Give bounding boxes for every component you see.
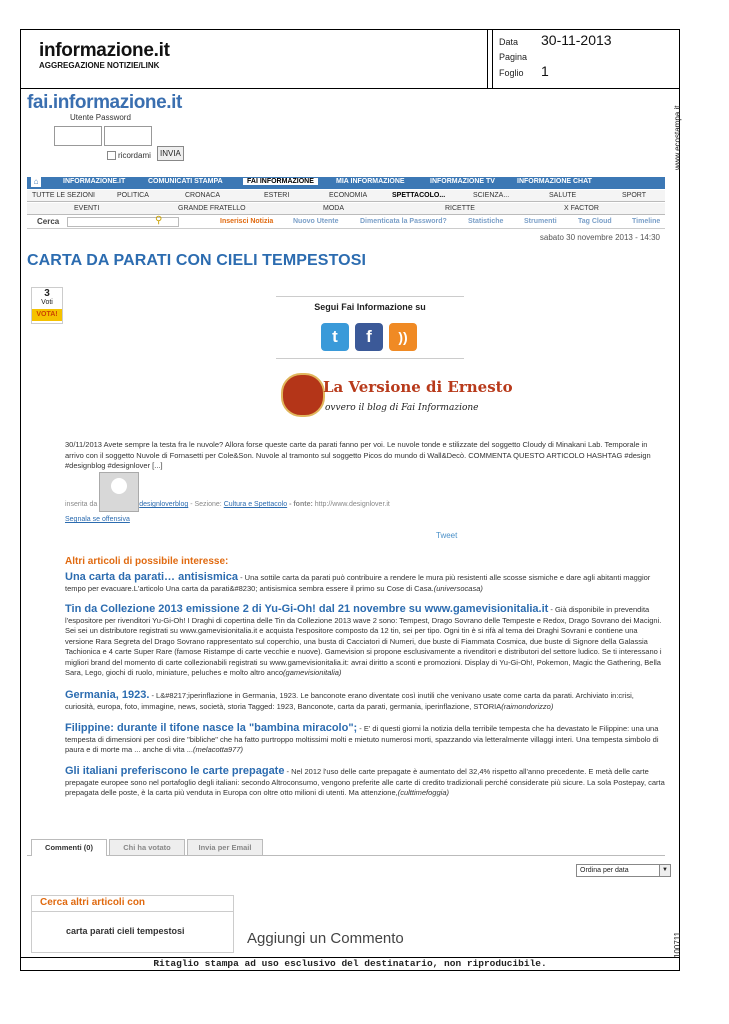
remember-label: ricordami [118,151,151,160]
source-logo: informazione.it [39,40,170,61]
sort-select-value: Ordina per data [580,867,629,874]
ernesto-blog-title[interactable]: La Versione di Ernesto [323,378,513,396]
related-title-link[interactable]: Tin da Collezione 2013 emissione 2 di Yu-Gi-Oh! dal 21 novembre su www.gamevisionitalia.it [65,603,549,615]
chevron-down-icon[interactable]: ▼ [659,865,670,876]
section-item[interactable]: SPORT [622,192,646,199]
login-label: Utente Password [70,113,131,122]
nav-fai-informazione[interactable]: FAI INFORMAZIONE [243,178,318,185]
invia-button[interactable]: INVIA [157,146,184,161]
section-item[interactable]: X FACTOR [564,205,599,212]
link-statistiche[interactable]: Statistiche [468,218,504,225]
related-title-link[interactable]: Una carta da parati… antisismica [65,571,239,583]
foglio-label: Foglio [499,68,524,78]
related-text: - E' di questi giorni la notizia della terribile tempesta che ha devastato le Filippine: una una tempesta di dimensioni per così dire "bibliche" che ha fatto purtroppo moltissimi molti e mietuto numerosi morti, spazzando via letteralmente villaggi interi. Una tempesta simbolo di paura e di morte ma ... anche di vita ... [65,724,659,754]
section-item[interactable]: ESTERI [264,192,290,199]
section-item[interactable]: EVENTI [74,205,100,212]
section-item[interactable]: SPETTACOLO... [392,192,446,199]
sections-row-1 [27,190,665,202]
fonte-url: http://www.designlover.it [314,501,390,508]
nav-mia-informazione[interactable]: MIA INFORMAZIONE [336,178,405,185]
ernesto-avatar-icon[interactable] [281,373,325,417]
related-text: - Nel 2012 l'uso delle carte prepagate è aumentato del 32,4% rispetto all'anno precedente. E metà delle carte prepagate europee sono nel portafoglio degli italiani: secondo Altroconsumo, vengono preferite alle carte di credito tradizionali perché considerate più sicure. La sola Postepay, carta prepagata delle poste, è la carta più venduta in Europa con oltre otto milioni di utenti. Ma attenzione, [65,767,665,797]
nav-comunicati[interactable]: COMUNICATI STAMPA [148,178,223,185]
sections-row-2 [27,203,665,215]
source-subtitle: AGGREGAZIONE NOTIZIE/LINK [39,61,160,70]
vote-label: Voti [41,299,53,306]
search-label: Cerca [37,217,60,226]
divider [492,30,493,88]
section-item[interactable]: GRANDE FRATELLO [178,205,246,212]
toolbar-row [27,215,665,229]
remember-checkbox[interactable] [107,151,116,160]
main-nav [27,177,665,189]
tab-commenti[interactable]: Commenti (0) [31,839,107,856]
clipping-header [20,29,680,89]
related-text: - L&#8217;iperinflazione in Germania, 1923. Le banconote erano diventate così inutili che venivano usate come carta da parati. Archiviato in:crisi, curiosità, europa, foto, immagine, news, società, storia Tagged: 1923, Banconote, carta da parati, germania, iperinflazione, STORIA [65,691,634,711]
vote-count: 3 [44,288,50,299]
nav-informazione-chat[interactable]: INFORMAZIONE CHAT [517,178,592,185]
vote-button[interactable]: VOTA! [32,309,62,321]
related-heading: Altri articoli di possibile interesse: [65,556,229,567]
related-text: - Una sottile carta da parati può contribuire a rendere le mura più resistenti alle scosse sismiche e dare agli abitanti maggior tempo per evacuare.L'articolo Una carta da parati&#8230; antisismica sembra essere il primo su Cose di Casa. [65,573,651,593]
section-item[interactable]: MODA [323,205,344,212]
related-item [65,604,665,679]
section-item[interactable]: SALUTE [549,192,577,199]
twitter-icon[interactable]: t [321,323,349,351]
related-source: (raimondorizzo) [501,701,554,711]
related-source: (universocasa) [433,583,483,593]
link-nuovo-utente[interactable]: Nuovo Utente [293,218,339,225]
section-item[interactable]: SCIENZA... [473,192,510,199]
sezione-label: - Sezione: [190,501,222,508]
divider [276,296,464,297]
article-meta [65,501,390,508]
divider [32,911,233,912]
related-item [65,572,665,594]
tab-chi-ha-votato[interactable]: Chi ha votato [109,839,185,855]
section-item[interactable]: RICETTE [445,205,475,212]
report-link[interactable]: Segnala se offensiva [65,516,130,523]
password-input[interactable] [104,126,152,146]
fonte-label: - fonte: [289,501,313,508]
section-item[interactable]: TUTTE LE SEZIONI [32,192,96,199]
page-title: CARTA DA PARATI CON CIELI TEMPESTOSI [27,252,367,269]
data-value: 30-11-2013 [541,32,612,48]
side-caption: www.ecostampa.it [673,105,682,170]
inserita-label: inserita da [65,501,98,508]
search-more-box [31,895,234,953]
related-item [65,690,665,712]
link-timeline[interactable]: Timeline [632,218,661,225]
username-input[interactable] [54,126,102,146]
section-item[interactable]: CRONACA [185,192,221,199]
home-icon[interactable]: ⌂ [31,177,41,187]
link-strumenti[interactable]: Strumenti [524,218,557,225]
author-link[interactable]: designloverblog [139,501,189,508]
nav-informazione-tv[interactable]: INFORMAZIONE TV [430,178,495,185]
section-link[interactable]: Cultura e Spettacolo [223,501,288,508]
related-item [65,766,665,799]
follow-label: Segui Fai Informazione su [314,302,426,312]
facebook-icon[interactable]: f [355,323,383,351]
related-source: (melacotta977) [192,745,244,754]
related-title-link[interactable]: Filippine: durante il tifone nasce la "bambina miracolo"; [65,722,358,734]
related-title-link[interactable]: Gli italiani preferiscono le carte prepagate [65,765,285,777]
tab-invia-email[interactable]: Invia per Email [187,839,263,855]
pagina-label: Pagina [499,52,528,62]
foglio-value: 1 [541,63,549,79]
add-comment-heading: Aggiungi un Commento [247,930,404,947]
ernesto-blog-subtitle: ovvero il blog di Fai Informazione [325,403,479,413]
dateline: sabato 30 novembre 2013 - 14:30 [539,233,660,242]
article-body: 30/11/2013 Avete sempre la testa fra le nuvole? Allora forse queste carte da parati fanno per voi. Le nuvole tonde e stilizzate del soggetto Cloudy di Minakani Lab. Temporale in arrivo con il soggetto Nuvole di Fornasetti per Cole&Son. Nuvole al tramonto sul soggetto Picos do mundo di Wall&Decò. COMMENTA QUESTO ARTICOLO HASHTAG #design #designblog #designlover [...] [65,440,651,470]
divider [487,30,488,88]
related-text: - Già disponibile in prevendita l'espositore per rivenditori Yu-Gi-Oh! I Draghi di copertina delle Tin da Collezione 2013 wave 2 sono: Tempest, Drago Sovrano delle Tempeste e Redox, Drago Sovrano dei Macigni. Sei sei un distributore registrati su www.gamevisionitalia.it e acquista l'espositore composto da 12 tin, sei per tipo. Ogni tin è si rifà al tema dei Draghi Sovrani e contiene una versione Rara Segreta del Drago Sovrano rappresentato sul coperchio, una busta di Cacciatori di Numeri, due buste di Fiammata Cosmica, due buste di Signore della Galassia Tachionica e 4 carte Super Rare (famose Ristampe di carte vecchie e nuove). Gamevision si propone esclusivamente a rivenditori e distributori del settore ludico. Se ti interessano i migliori brand del momento di carte collezionabili registrati su www.gamevisionitalia.it: avrai diritto a sconti e promozioni. Display di Yu-Gi-Oh!, Pokemon, Magic the Gathering, Bella Sara, Lego, giochi di ruolo, miniature, peluches e molto altro anco [65,605,662,677]
link-inserisci-notizia[interactable]: Inserisci Notizia [220,218,274,225]
search-more-query[interactable]: carta parati cieli tempestosi [66,926,185,936]
divider [276,358,464,359]
data-label: Data [499,37,519,47]
search-more-label: Cerca altri articoli con [40,897,146,908]
related-source: (gamevisionitalia) [283,668,342,677]
comment-tabs [27,837,665,856]
nav-informazione[interactable]: INFORMAZIONE.IT [63,178,126,185]
related-source: (culttimefoggia) [397,788,449,797]
link-password[interactable]: Dimenticata la Password? [360,218,447,225]
related-item [65,723,665,756]
site-logo[interactable]: fai.informazione.it [27,92,182,113]
vote-box [31,287,63,324]
rss-icon[interactable]: )) [389,323,417,351]
section-item[interactable]: ECONOMIA [329,192,368,199]
clipping-footer: Ritaglio stampa ad uso esclusivo del destinatario, non riproducibile. [20,957,680,971]
link-tag-cloud[interactable]: Tag Cloud [578,218,612,225]
tweet-button[interactable]: Tweet [436,531,458,540]
search-icon[interactable]: ⚲ [155,215,163,226]
related-title-link[interactable]: Germania, 1923. [65,689,150,701]
section-item[interactable]: POLITICA [117,192,149,199]
sort-select[interactable] [576,864,671,877]
